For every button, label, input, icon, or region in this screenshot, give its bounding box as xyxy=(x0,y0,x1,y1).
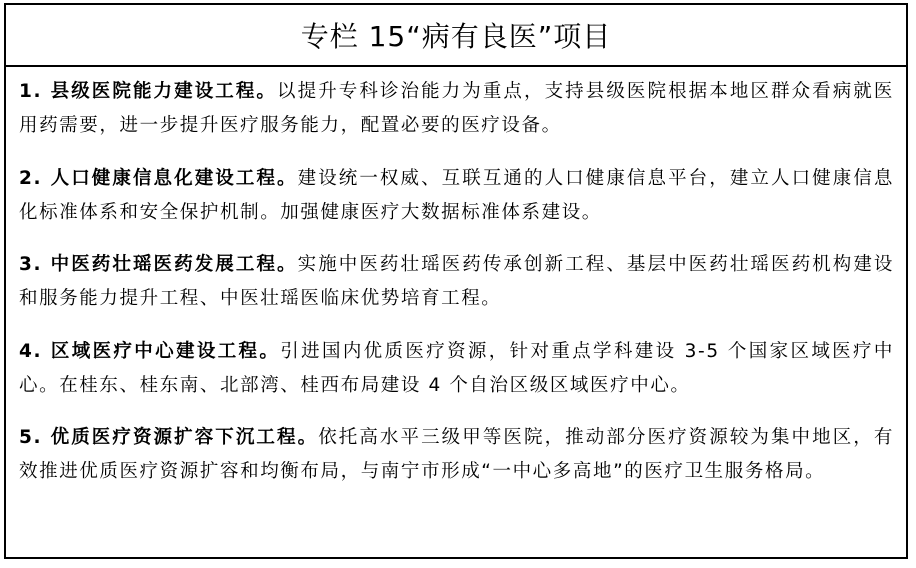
project-body: 以提升专科诊治能力为重点，支持县级医院根据本地区群众看病就医用药需要，进一步提升医疗服务能力，配置必要的医疗设备。 xyxy=(19,81,894,136)
column-title: 专栏 15“病有良医”项目 xyxy=(6,5,906,67)
project-heading: 4. 区域医疗中心建设工程。 xyxy=(19,340,281,362)
project-body: 引进国内优质医疗资源，针对重点学科建设 3-5 个国家区域医疗中心。在桂东、桂东南、北部湾、桂西布局建设 4 个自治区级区域医疗中心。 xyxy=(19,340,894,396)
column-box xyxy=(4,3,908,559)
project-item xyxy=(19,248,894,316)
project-heading: 1. 县级医院能力建设工程。 xyxy=(19,81,278,102)
project-item xyxy=(19,162,894,230)
project-item xyxy=(19,421,894,489)
project-body: 建设统一权威、互联互通的人口健康信息平台，建立人口健康信息化标准体系和安全保护机制。加强健康医疗大数据标准体系建设。 xyxy=(19,167,894,223)
project-item xyxy=(19,335,894,403)
column-content xyxy=(6,67,906,489)
project-heading: 2. 人口健康信息化建设工程。 xyxy=(19,167,298,189)
project-item xyxy=(19,75,894,143)
project-heading: 5. 优质医疗资源扩容下沉工程。 xyxy=(19,427,319,448)
project-body: 依托高水平三级甲等医院，推动部分医疗资源较为集中地区，有效推进优质医疗资源扩容和均衡布局，与南宁市形成“一中心多高地”的医疗卫生服务格局。 xyxy=(19,427,894,482)
project-heading: 3. 中医药壮瑶医药发展工程。 xyxy=(19,254,298,275)
project-body: 实施中医药壮瑶医药传承创新工程、基层中医药壮瑶医药机构建设和服务能力提升工程、中医壮瑶医临床优势培育工程。 xyxy=(19,254,894,309)
